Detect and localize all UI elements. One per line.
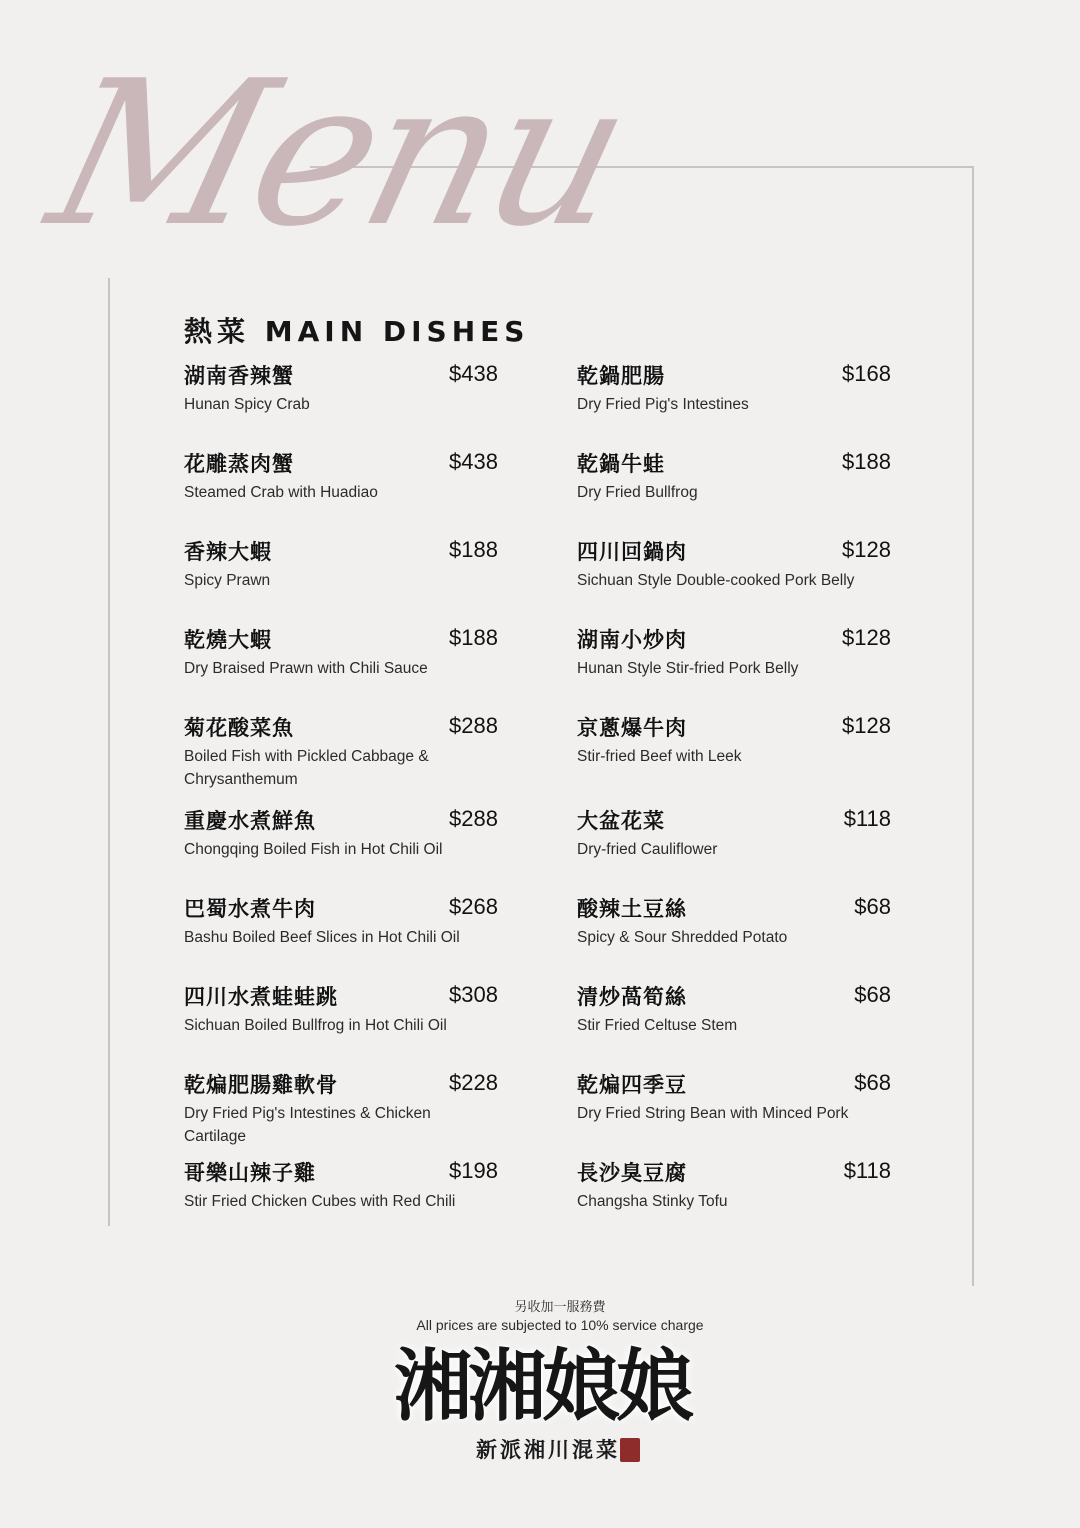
menu-item (184, 893, 498, 949)
item-price: $438 (449, 449, 498, 474)
item-price: $288 (449, 713, 498, 738)
menu-item (577, 893, 891, 949)
item-name-en: Changsha Stinky Tofu (577, 1193, 728, 1210)
menu-item (577, 712, 891, 768)
menu-item (184, 448, 498, 504)
item-name-en: Dry Fried Pig's Intestines & Chicken Cartilage (184, 1105, 431, 1145)
item-name-zh: 乾鍋肥腸 (577, 364, 665, 388)
item-name-en: Boiled Fish with Pickled Cabbage & Chrysanthemum (184, 748, 429, 788)
item-name-en: Hunan Style Stir-fried Pork Belly (577, 660, 799, 677)
item-name-zh: 長沙臭豆腐 (577, 1161, 687, 1185)
item-price: $188 (842, 449, 891, 474)
menu-item (184, 805, 498, 861)
item-name-zh: 大盆花菜 (577, 809, 665, 833)
menu-item (577, 1157, 891, 1213)
item-name-en: Sichuan Boiled Bullfrog in Hot Chili Oil (184, 1017, 447, 1034)
menu-item (184, 360, 498, 416)
menu-item (577, 981, 891, 1037)
service-charge-note-en: All prices are subjected to 10% service charge (416, 1317, 704, 1333)
item-name-en: Dry Fried Bullfrog (577, 484, 698, 501)
item-name-en: Stir Fried Celtuse Stem (577, 1017, 738, 1034)
menu-item (577, 536, 891, 592)
item-name-en: Dry Fried String Bean with Minced Pork (577, 1105, 849, 1122)
logo-tagline: 新派湘川混菜 (476, 1437, 620, 1462)
item-name-zh: 四川回鍋肉 (577, 540, 687, 564)
red-seal-stamp (620, 1438, 640, 1462)
item-name-en: Bashu Boiled Beef Slices in Hot Chili Oil (184, 929, 460, 946)
item-name-zh: 花雕蒸肉蟹 (184, 452, 294, 476)
restaurant-logo (368, 1338, 716, 1473)
item-price: $188 (449, 625, 498, 650)
item-name-zh: 乾煸肥腸雞軟骨 (184, 1073, 338, 1097)
item-price: $68 (854, 1070, 891, 1095)
menu-item (184, 1069, 498, 1148)
item-name-zh: 乾燒大蝦 (184, 628, 272, 652)
item-name-en: Spicy & Sour Shredded Potato (577, 929, 788, 946)
section-title (184, 310, 529, 350)
logo-wordmark: 湘湘娘娘 (393, 1341, 690, 1432)
item-name-zh: 重慶水煮鮮魚 (184, 809, 316, 833)
item-price: $128 (842, 713, 891, 738)
item-name-zh: 乾鍋牛蛙 (577, 452, 665, 476)
item-price: $118 (843, 806, 891, 831)
item-price: $228 (449, 1070, 498, 1095)
item-name-en: Stir Fried Chicken Cubes with Red Chili (184, 1193, 456, 1210)
menu-item (184, 624, 498, 680)
section-title-zh: 熱菜 (184, 315, 251, 348)
item-name-en: Stir-fried Beef with Leek (577, 748, 742, 765)
item-name-zh: 哥樂山辣子雞 (184, 1161, 316, 1185)
item-price: $438 (449, 361, 498, 386)
item-name-en: Steamed Crab with Huadiao (184, 484, 378, 501)
menu-item (577, 624, 891, 680)
item-price: $308 (449, 982, 498, 1007)
menu-item (577, 360, 891, 416)
frame-right-line (972, 166, 974, 1286)
menu-item (184, 712, 498, 791)
frame-left-line (108, 278, 110, 1226)
menu-item (577, 805, 891, 861)
menu-title: Menu (31, 38, 646, 271)
item-name-en: Chongqing Boiled Fish in Hot Chili Oil (184, 841, 443, 858)
item-name-en: Sichuan Style Double-cooked Pork Belly (577, 572, 855, 589)
item-name-en: Spicy Prawn (184, 572, 271, 589)
item-name-zh: 湖南小炒肉 (577, 628, 687, 652)
item-name-zh: 清炒萵筍絲 (577, 985, 687, 1009)
item-price: $288 (449, 806, 498, 831)
menu-item (184, 536, 498, 592)
item-price: $268 (449, 894, 498, 919)
item-name-zh: 四川水煮蛙蛙跳 (184, 985, 338, 1009)
item-name-zh: 湖南香辣蟹 (184, 364, 294, 388)
item-name-zh: 香辣大蝦 (184, 540, 272, 564)
item-name-zh: 菊花酸菜魚 (184, 716, 294, 740)
item-name-zh: 巴蜀水煮牛肉 (184, 897, 316, 921)
item-name-zh: 京蔥爆牛肉 (577, 716, 687, 740)
item-price: $168 (842, 361, 891, 386)
section-title-en: MAIN DISHES (264, 315, 530, 348)
item-name-en: Dry-fried Cauliflower (577, 841, 718, 858)
menu-item (577, 1069, 891, 1125)
menu-item (577, 448, 891, 504)
item-name-en: Dry Fried Pig's Intestines (577, 396, 749, 413)
item-price: $128 (842, 625, 891, 650)
item-name-zh: 酸辣土豆絲 (577, 897, 687, 921)
item-name-en: Dry Braised Prawn with Chili Sauce (184, 660, 428, 677)
item-price: $198 (449, 1158, 498, 1183)
item-price: $68 (854, 894, 891, 919)
service-charge-note-zh: 另收加一服務費 (514, 1300, 606, 1315)
menu-item (184, 981, 498, 1037)
item-price: $68 (854, 982, 891, 1007)
item-price: $188 (449, 537, 498, 562)
item-price: $128 (842, 537, 891, 562)
item-name-en: Hunan Spicy Crab (184, 396, 310, 413)
item-name-zh: 乾煸四季豆 (577, 1073, 687, 1097)
item-price: $118 (843, 1158, 891, 1183)
menu-item (184, 1157, 498, 1213)
